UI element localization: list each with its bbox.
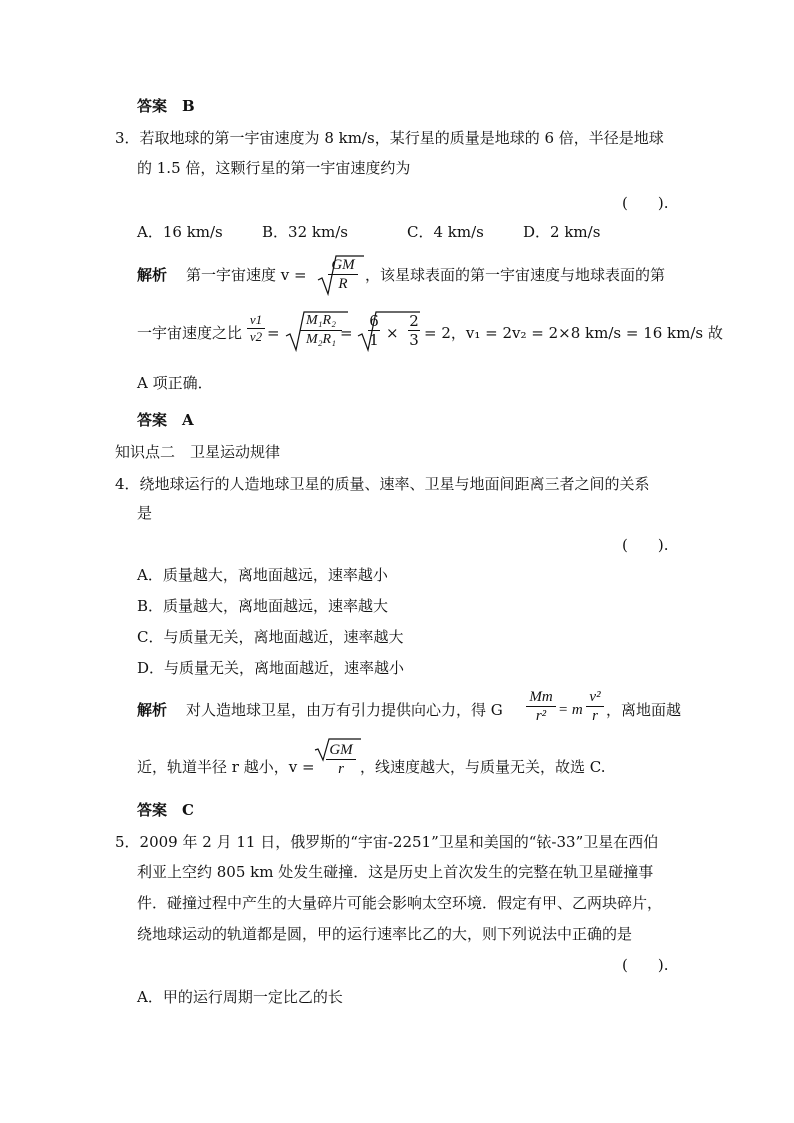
q4-mm-over-r2 [526,688,556,725]
q4-analysis-line2-end: ，线速度越大，与质量无关，故选 C. [360,758,606,776]
section-title: 知识点二 卫星运动规律 [115,443,281,461]
q3-ratio-result: = 2，v₁ = 2v₂ = 2×8 km/s = 16 km/s 故 [424,324,723,342]
q3-two-over-three [408,312,420,349]
q5-option-a: A．甲的运行周期一定比乙的长 [137,988,343,1006]
q3-v1: v1 [249,312,263,327]
q4-analysis-label: 解析 [137,701,168,719]
q5-stem-line3: 件．碰撞过程中产生的大量碎片可能会影响太空环境．假定有甲、乙两块碎片， [137,894,663,912]
q3-six: 6 [369,312,379,330]
q4-option-b: B．质量越大，离地面越远，速率越大 [137,597,389,615]
q3-frac-numerator: GM [331,257,355,273]
q3-v2: v2 [249,329,263,344]
q4-r: r [592,708,598,724]
q4-option-d: D．与质量无关，离地面越近，速率越小 [137,659,405,677]
q3-times: × [386,324,399,342]
q3-analysis-text-2: ，该星球表面的第一宇宙速度与地球表面的第 [365,266,666,284]
q4-analysis-text-2: ，离地面越 [606,701,682,719]
q3-answer-paren: ( ). [622,194,669,212]
q4-analysis-line2: 近，轨道半径 r 越小，v = [137,758,315,776]
q4-mm: Mm [529,689,553,705]
q3-ratio-text: 一宇宙速度之比 [137,324,243,342]
q4-gm: GM [329,742,353,758]
q3-one: 1 [369,331,379,349]
q3-equals-2: = [340,324,353,342]
q4-r-den: r [338,761,344,777]
q4-answer: 答案 C [137,801,194,819]
q3-stem-line2: 的 1.5 倍，这颗行星的第一宇宙速度约为 [137,159,411,177]
q3-analysis-label: 解析 [137,266,168,284]
q3-three: 3 [409,331,419,349]
q3-v1-over-v2 [247,312,265,345]
q3-conclusion: A 项正确． [137,374,213,392]
q3-option-c: C．4 km/s [407,223,484,241]
q3-analysis-text: 第一宇宙速度 v = [186,266,307,284]
q3-mr-den: M₂R₁ [306,332,336,347]
q4-sqrt-gm-over-r [326,741,356,778]
q3-option-d: D．2 km/s [523,223,601,241]
q4-stem-line1: 4．绕地球运行的人造地球卫星的质量、速率、卫星与地面间距离三者之间的关系 [115,475,650,493]
q2-answer: 答案 B [137,97,195,115]
q4-analysis-text: 对人造地球卫星，由万有引力提供向心力，得 G [186,701,503,719]
q3-answer: 答案 A [137,411,194,429]
q5-stem-line1: 5．2009 年 2 月 11 日，俄罗斯的“宇宙-2251”卫星和美国的“铱-33”卫星在西伯 [115,833,659,851]
q4-option-c: C．与质量无关，离地面越近，速率越大 [137,628,404,646]
q5-stem-line2: 利亚上空约 805 km 处发生碰撞．这是历史上首次发生的完整在轨卫星碰撞事 [137,863,654,881]
q4-v2: v² [589,689,601,705]
q4-r2: r² [535,708,547,724]
q3-gm-over-r-fraction [328,256,358,293]
q3-frac-denominator: R [338,276,348,292]
q3-equals-1: = [267,324,280,342]
q4-option-a: A．质量越大，离地面越远，速率越小 [137,566,388,584]
q3-option-b: B．32 km/s [262,223,348,241]
q4-v2-over-r [586,688,604,725]
q4-answer-paren: ( ). [622,536,669,554]
q3-stem-line1: 3．若取地球的第一宇宙速度为 8 km/s，某行星的质量是地球的 6 倍，半径是地球 [115,129,664,147]
q5-stem-line4: 绕地球运动的轨道都是圆，甲的运行速率比乙的大，则下列说法中正确的是 [137,925,633,943]
q3-option-a: A．16 km/s [137,223,223,241]
q3-two: 2 [409,312,419,330]
q3-six-over-one [368,312,380,349]
q3-mr-num: M₁R₂ [306,313,336,328]
q4-m: = m [558,702,583,718]
q5-answer-paren: ( ). [622,956,669,974]
q4-stem-line2: 是 [137,504,153,522]
q3-mass-radius-fraction [300,312,342,349]
